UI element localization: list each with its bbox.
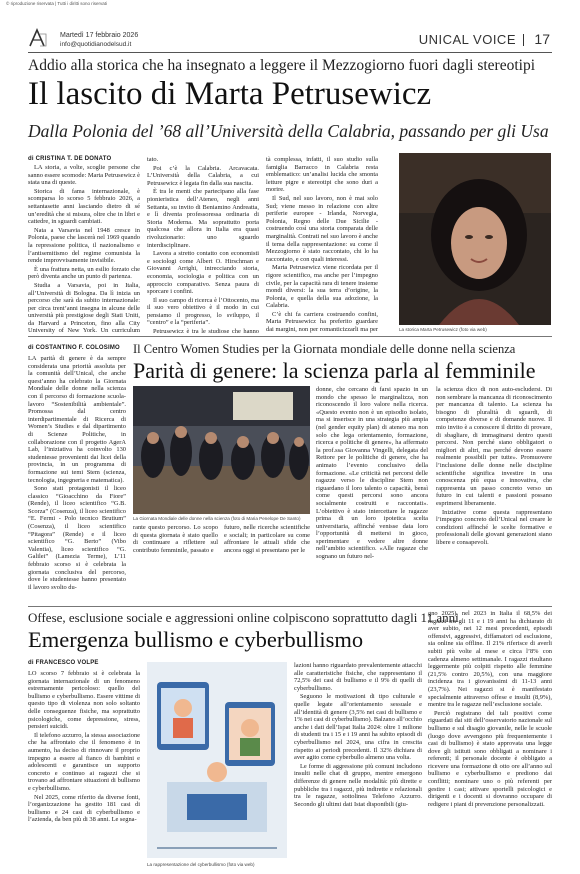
portrait-photo [399,153,551,325]
article3-headline: Emergenza bullismo e cyberbullismo [28,627,364,652]
section-title: UNICAL VOICE [418,32,516,47]
event-photo-caption: La Giornata Mondiale delle donne nella scienza (foto di Maria Penelope De Santo) [133,516,301,521]
newspaper-logo [28,28,48,48]
contact-email[interactable]: info@quotidianodelsud.it [60,41,132,48]
page-number: 17 [534,31,550,47]
article3-column-4: gno 2025), nel 2023 in Italia il 68,5% dei ragazzi tra gli 11 e i 19 anni ha dichiarato di aver subito, nei 12 mesi precedenti, episodi offensivi, aggressivi, diffamatori od esclusione, sia online sia offline. Il 21% riferisce di averli subiti più volte al mese e circa l’8% con cadenza almeno settimanale. I ragazzi risultano leggermente più colpiti rispetto alle femmine (21,5% contro 20,5%), con una maggiore incidenza tra i giovanissimi di 11-13 anni (23,7%). Nei ragazzi si è manifestato specialmente attraverso offese e insulti (8,9%), mentre tra le ragazze nell’esclusione sociale. Perciò registrano del tali positivi come riguardati dai siti dell’osservatorio nazionale sul bullismo e sul disagio giovanile, nelle le scuole (luogo dove avvengono più frequentemente i casi di bullismo) è stato approvata una legge dove gli istituti sono obbligati a nominare i referenti; il personale docente è obbligato a ricevere una formazione di otto ore all’anno sul bullismo e cyberbullismo e prediono dai conflitti; nominare uno o più referenti per gestire i casi; attivare sportelli psicologici e dirigenti e i docenti si dovranno occupare di redigere i piani di prevenzione personalizzati. [428,610,552,808]
article1-column-2: tato. Poi c’è la Calabria. Arcavacata. L’Università della Calabria, a cui Petrusewicz è legata fin dalla sua nascita. È tra le menti che partecipano alla fase pionieristica dell’Ateneo, negli anni Settanta, su invito di Beniamino Andreatta, e lì diventa professoressa ordinaria di Storia Moderna. Ma soprattutto porta qualcosa che allora in Italia era quasi rivoluzionario: uno sguardo interdisciplinare. Lavora a stretto contatto con economisti e sociologi come Albert O. Hirschman e Giovanni Arrighi, intrecciando storia, economia, sociologia e politica con un approccio comparativo. Senza paura di sporcare i confini. Il suo campo di ricerca è l’Ottocento, ma il suo vero obiettivo è il modo in cui pensiamo il progresso, lo sviluppo, il “centro” e la “periferia”. Petrusewicz è tra le studiose che hanno [147,156,259,334]
article2-headline: Parità di genere: la scienza parla al femminile [133,358,536,383]
header-divider [523,34,524,46]
article3-column-1: LO scorso 7 febbraio si è celebrata la giornata internazionale di un fenomeno estremamente pericoloso: quello del bullismo e cyberbullismo. Essere vittime di questo tipo di violenza non solo soltanto delle conseguenze fisiche, ma soprattutto psicologiche, come depressione, stress, pensieri suicidi. Il telefono azzurro, la stessa associazione che ha affrontato che il fenomeno è in aumento, ha deciso di rinnovare il proprio impegno a essere al fianco di bambini e adolescenti e garantisce un supporto concreto e continuo ai ragazzi che si trovano ad affrontare situazioni di bullismo e cyberbullismo. Nel 2025, come riferito da diverse fonti, l’organizzazione ha gestito 181 casi di bullismo e 24 casi di cyberbullismo e l’azienda, da ben più di 38 anni. Le segna- [28,670,140,824]
issue-date: Martedì 17 febbraio 2026 [60,32,139,39]
article2-byline: di COSTANTINO F. COLOSIMO [28,345,120,351]
cyberbullying-illustration [147,662,287,858]
article3-column-3: lazioni hanno riguardato prevalentemente attacchi alle caratteristiche fisiche, che rappresentano il 72,5% dei casi di bullismo e il 9% di quelli di cyberbullismo. Seguono le motivazioni di tipo culturale e quelle legate all’orientamento sessuale e all’identità di genere (3,5% nei casi di bullismo e 1% nei casi di cyberbullismo). Balzano all’occhio anche i dati dell’Ispat Italia 2024: oltre 1 milione di studenti tra i 15 e i 19 anni ha subito episodi di cyberbullismo nel 2024, una cifra in crescita rispetto ai periodi precedenti. Il 32% dichiara di aver agito come cyberbullo almeno una volta. Le forme di aggressione più comuni includono insulti nelle chat di gruppo, mentre emergono differenze di genere nelle modalità: più dirette e pubbliche tra i ragazzi, più indirette e relazionali tra le ragazze, sottolinea Telefono Azzurro. Secondo gli ultimi dati Istat disponibili (giu- [294,662,422,808]
article1-separator [28,336,552,337]
portrait-caption: La storica Marta Petrusewicz (foto via web) [399,327,487,332]
article2-separator [28,606,552,607]
illustration-caption: La rappresentazione del cyberbullismo (foto via web) [147,862,255,867]
article2-column-2: rante questo percorso. Lo scopo di questa giornata è stato quello di continuare a riflettere sul contributo femminile, passato e [133,524,218,554]
article1-kicker: Addio alla storica che ha insegnato a leggere il Mezzogiorno fuori dagli stereotipi [28,57,536,74]
article1-byline: di CRISTINA T. DE DONATO [28,156,112,162]
event-photo [133,386,310,514]
article3-kicker: Offese, esclusione sociale e aggressioni online colpiscono soprattutto dagli 11 anni [28,610,459,625]
header-rule [28,52,552,53]
article2-column-3: futuro, nelle ricerche scientifiche e sociali; in particolare su come affrontare le attuali sfide che ancora oggi si presentano per le [224,524,310,554]
article1-column-1: LA storia, a volte, scoglie persone che sanno essere scomode: Marta Petrusewicz è stata una di queste. Storica di fama internazionale, è scomparsa lo scorso 5 febbraio 2026, a settantasette anni lasciando dietro di sé un’eredità che si misura, oltre che in libri e cattedre, in sguardi cambiati. Nata a Varsavia nel 1948 cresce in Polonia, paese che lascerà nel 1969 quando la repressione politica, il nazionalismo e l’antisemitismo del regime comunista la rende improvvisamente invisibile. È una frattura netta, un esilio forzato che però diventa anche un punto di partenza. Studia a Varsavia, poi in Italia, all’Università di Bologna. Da lì inizia un percorso che sarà da subito internazionale: per circa trent’anni insegna in alcune delle università più prestigiose degli Stati Uniti, da Harvard a Princeton, fino alla City University of New York. Un curriculum [28,164,140,334]
article2-column-1: LA parità di genere è da sempre considerata una priorità assoluta per la comunità dell’Unical, che anche quest’anno ha celebrato la Giornata Mondiale delle donne nella scienza con il percorso di formazione scuola-lavoro “Sostenibilità ambientale”. Promossa dal centro interdipartimentale di Ricerca di Women’s Studies e dal dipartimento di Scienze Politiche, in collaborazione con il progetto AgerA Lab, l’iniziativa ha coinvolto 130 studentesse provenienti dai licei della provincia, in un programma di formazione sui temi Stem (scienza, tecnologia, ingegneria e matematica). Sono stati protagonisti il liceo classico “Gioacchino da Fiore” (Rende), il liceo scientifico “G.B. Scorza” (Cosenza), il liceo scientifico “E. Fermi - Polo tecnico Brutium” (Cosenza), il liceo scientifico “Pitagora” (Rende) e il liceo scientifico “G. Berto” (Vibo Valentia), liceo scientifico “G. Galilei” (Lamezia Terme), L’11 febbraio scorso si è celebrata la giornata conclusiva del percorso, dove le studentesse hanno presentato il lavoro svolto du- [28,355,126,591]
article1-column-3: tà complessa, infatti, il suo studio sulla famiglia Barracco in Calabria resta emblematico: un’analisi lucida che smonta letture pigre e stereotipi che sono duri a morire. Il Sud, nel suo lavoro, non è mai solo Sud; viene messo in relazione con altre periferie europee - Irlanda, Norvegia, Polonia, Regno delle Due Sicilie - costruendo così una storia comparata delle marginalità. Contrati nel suo lavoro è anche il tema della rappresentazione: su come il Mezzogiorno è stato raccontato, chi lo ha raccontato, e con quali interessi. Marta Petrusewicz viene ricordata per il rigore scientifico, ma anche per l’impegno civile, per la capacità rara di tenere insieme mondi diversi: la sua terra d’origine, la Polonia, e quella della sua adozione, la Calabria. C’è chi fa carriera costruendo confini, Marta Petrusewicz ha preferito guardare dai margini, non per romanticizzarli ma per [266,156,378,334]
copyright-notice: © riproduzione riservata | Tutti i diritti sono riservati [6,1,108,6]
article2-column-4: donne, che cercano di farsi spazio in un mondo che spesso le marginalizza, non riconoscendo il loro valore nella ricerca. «Questo evento non è un episodio isolato, ma si inserisce in una strategia più ampia (nel gender equity plan) di ateneo ma non solo che lega orientamento, formazione, ricerca e politiche di genere», ha affermato la prof.ssa Giovanna Vingelli, delegata del Rettore per le politiche di genere, che ha animato l’evento conclusivo della formazione. «Le criticità nei percorsi delle ragazze verso le discipline Stem non riguardano il loro talento o capacità, bensì come questi percorsi sono ancora socialmente costruiti e raccontati». L’obiettivo è stato intercettare le ragazze prima di un loro ipotetica scelta universitaria, affinché venisse data loro l’opportunità di mettersi in gioco, sperimentare e vedere altre donne nell’ambito scientifico. «Alle ragazze che sognano un futuro nel- [316,386,428,561]
article3-byline: di FRANCESCO VOLPE [28,660,99,666]
article2-kicker: Il Centro Women Studies per la Giornata mondiale delle donne nella scienza [133,342,516,356]
article2-column-5: la scienza dico di non auto-escludersi. Di non sembrare la mancanza di riconoscimento per mancanza di talento. La scienza ha bisogno di pluralità di sguardi, di competenze diverse e di domande nuove. Il mio invito è a conoscere il diritto di provare, di sbagliare, di immaginarsi dentro questi percorsi. Non perché siano obbligatori o migliori di altri, ma perché devono essere realmente possibili per tutte». Promuovere l’inclusione delle donne nelle discipline scientifiche significa investire in una conoscenza più equa e innovativa, che rappresenta un passo concreto verso un futuro in cui talenti e passioni possano esprimersi liberamente. Iniziative come questa rappresentano l’impegno concreto dell’Unical nel creare le condizioni affinché le scelte formative e professionali delle giovani generazioni siano libere e consapevoli. [436,386,552,546]
article1-subhead: Dalla Polonia del ’68 all’Università della Calabria, passando per gli Usa [28,121,549,141]
article1-headline: Il lascito di Marta Petrusewicz [28,76,432,112]
